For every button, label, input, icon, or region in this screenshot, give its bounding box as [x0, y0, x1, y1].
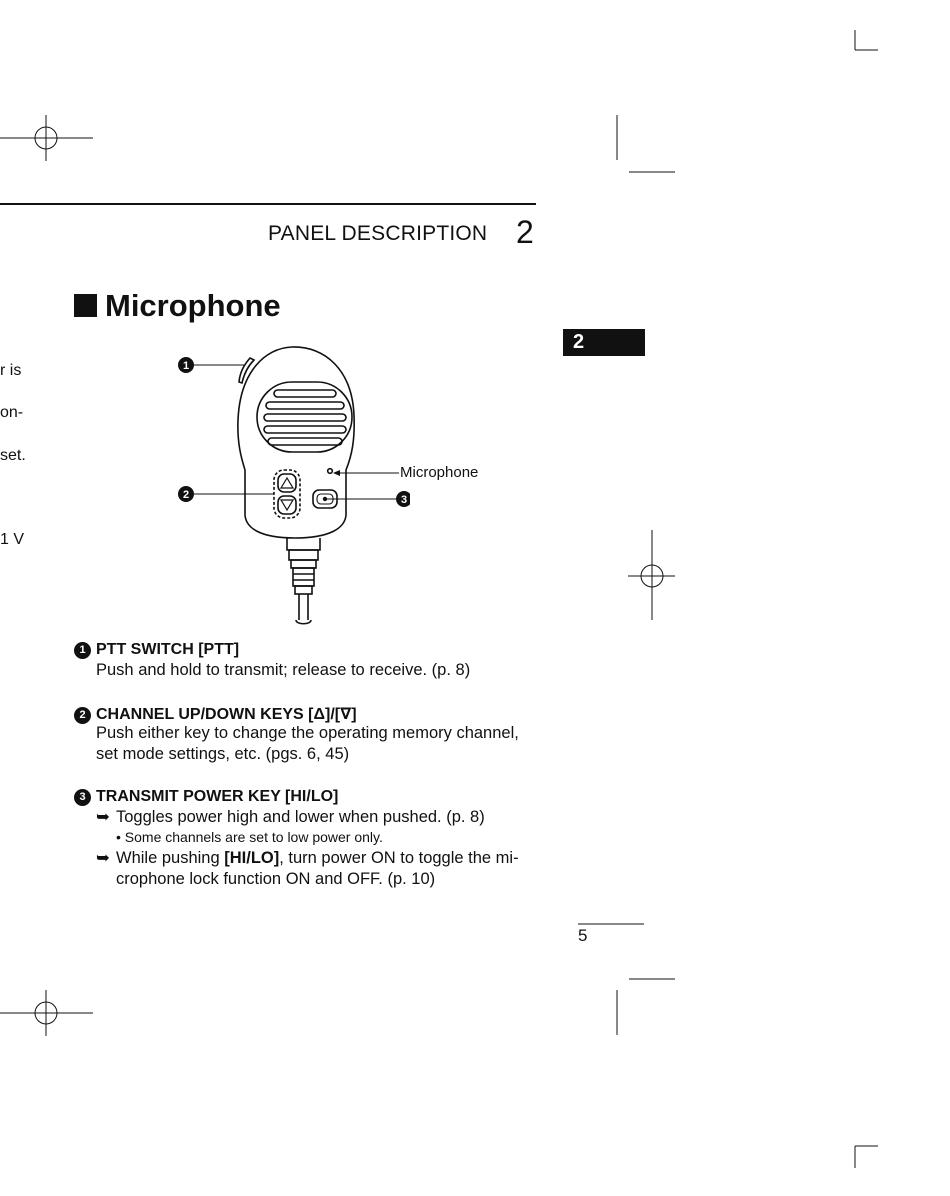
callout-3 [396, 491, 410, 507]
page-number: 5 [578, 926, 588, 945]
item-description: Push and hold to transmit; release to receive. (p. 8) [96, 661, 471, 679]
item-number-badge: 3 [74, 789, 91, 806]
sub-note: • Some channels are set to low power only. [116, 829, 383, 845]
chapter-number: 2 [516, 214, 534, 250]
chapter-tab [563, 329, 645, 356]
callout-1 [178, 357, 194, 373]
svg-text:1: 1 [182, 360, 190, 372]
arrow-bullet-icon: ➥ [96, 849, 110, 867]
callout-dot [323, 497, 327, 501]
microphone-illustration [170, 340, 410, 625]
margin-fragment: r is [0, 362, 22, 379]
figure-label-microphone: Microphone [400, 464, 479, 481]
margin-fragment: on- [0, 404, 24, 421]
svg-text:2: 2 [182, 489, 190, 501]
item-description-line: set mode settings, etc. (pgs. 6, 45) [96, 745, 350, 763]
arrow-bullet-icon: ➥ [96, 808, 110, 826]
section-heading-text: Microphone [105, 288, 281, 323]
callout-2 [178, 486, 194, 502]
running-header-title: PANEL DESCRIPTION [268, 222, 488, 245]
item-heading-ptt [74, 641, 239, 659]
bullet-text-part: , turn power ON to toggle the mi- [279, 849, 519, 867]
bullet-text: Toggles power high and lower when pushed. (p. 8) [116, 808, 485, 826]
section-heading [74, 288, 281, 324]
header-rule [0, 203, 536, 205]
item-heading-power-key [74, 788, 338, 806]
margin-fragment: 1 V [0, 531, 25, 548]
arrow-head-icon [333, 470, 340, 476]
chapter-tab-label: 2 [573, 331, 585, 353]
bullet-text [116, 848, 541, 869]
bullet-text-continuation: crophone lock function ON and OFF. (p. 10) [116, 870, 436, 888]
item-number-badge: 2 [74, 707, 91, 724]
bullet-text-bold: [HI/LO] [224, 849, 280, 867]
item-title: CHANNEL UP/DOWN KEYS [Δ]/[∇] [96, 706, 357, 723]
item-description-line: Push either key to change the operating memory channel, [96, 724, 519, 742]
item-heading-channel-keys [74, 704, 357, 724]
item-title: PTT SWITCH [PTT] [96, 641, 240, 658]
bullet-item [96, 807, 541, 828]
bullet-text-part: While pushing [116, 849, 225, 867]
bullet-item [96, 848, 541, 869]
margin-fragment: set. [0, 447, 26, 464]
svg-text:3: 3 [400, 494, 408, 506]
square-bullet-icon [74, 294, 97, 317]
item-number-badge: 1 [74, 642, 91, 659]
item-title: TRANSMIT POWER KEY [HI/LO] [96, 788, 339, 805]
